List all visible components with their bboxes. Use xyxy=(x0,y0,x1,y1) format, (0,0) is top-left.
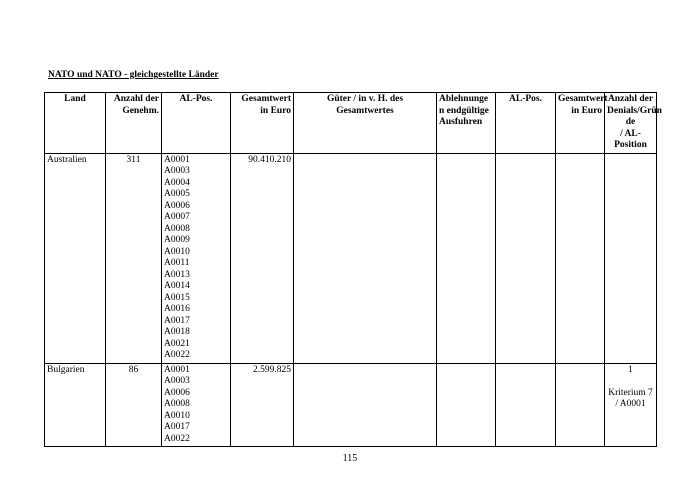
cell-denials xyxy=(605,363,657,447)
al-position: A0007 xyxy=(164,212,190,222)
column-header-denials: Anzahl der Denials/Grün de / AL-Position xyxy=(605,93,657,154)
cell-gesamtwert: 90.410.210 xyxy=(231,153,294,363)
table-row xyxy=(45,153,657,363)
al-position: A0004 xyxy=(164,177,190,188)
cell-al-positions xyxy=(162,153,231,363)
column-header-gesamtwert-2: Gesamtwert in Euro xyxy=(556,93,605,154)
al-position: A0018 xyxy=(164,327,190,337)
al-position: A0017 xyxy=(164,422,190,432)
cell-land: Bulgarien xyxy=(45,363,106,447)
al-position: A0013 xyxy=(164,269,190,280)
al-position: A0008 xyxy=(164,399,190,409)
al-position: A0001 xyxy=(164,154,190,165)
al-position: A0010 xyxy=(164,246,190,257)
column-header-al-pos: AL-Pos. xyxy=(162,93,231,154)
table-row xyxy=(45,363,657,447)
export-license-table xyxy=(44,92,662,447)
cell-gesamtwert-2 xyxy=(556,363,605,447)
cell-gesamtwert-2 xyxy=(556,153,605,363)
denials-count: 1 xyxy=(628,364,633,375)
cell-al-pos-2 xyxy=(496,363,556,447)
column-header-gueter: Güter / in v. H. des Gesamtwertes xyxy=(294,93,437,154)
cell-gueter xyxy=(294,363,437,447)
al-position: A0009 xyxy=(164,235,190,245)
denials-reason: Kriterium 7 / A0001 xyxy=(608,387,653,409)
al-position: A0022 xyxy=(164,350,190,360)
cell-anzahl-genehm: 86 xyxy=(106,363,162,447)
column-header-anzahl-genehm: Anzahl der Genehm. xyxy=(106,93,162,154)
al-position: A0021 xyxy=(164,338,190,349)
cell-gesamtwert: 2.599.825 xyxy=(231,363,294,447)
al-position: A0014 xyxy=(164,281,190,291)
al-position: A0008 xyxy=(164,223,190,234)
al-position: A0006 xyxy=(164,387,190,398)
column-header-ablehnungen: Ablehnunge n endgültige Ausfuhren xyxy=(437,93,496,154)
al-position: A0010 xyxy=(164,410,190,421)
cell-gueter xyxy=(294,153,437,363)
column-header-land: Land xyxy=(45,93,106,154)
cell-al-positions xyxy=(162,363,231,447)
column-header-gesamtwert: Gesamtwert in Euro xyxy=(231,93,294,154)
column-header-al-pos-2: AL-Pos. xyxy=(496,93,556,154)
al-position: A0017 xyxy=(164,315,190,326)
table-header-row xyxy=(45,93,657,154)
page-number: 115 xyxy=(342,453,358,464)
cell-ablehnungen xyxy=(437,363,496,447)
al-position: A0003 xyxy=(164,376,190,386)
denials-spacer xyxy=(607,376,654,388)
al-position: A0011 xyxy=(164,258,190,268)
al-position: A0022 xyxy=(164,433,190,444)
cell-denials xyxy=(605,153,657,363)
cell-anzahl-genehm: 311 xyxy=(106,153,162,363)
al-position: A0005 xyxy=(164,189,190,199)
al-position: A0003 xyxy=(164,166,190,176)
al-position: A0016 xyxy=(164,304,190,314)
cell-land: Australien xyxy=(45,153,106,363)
al-position: A0006 xyxy=(164,200,190,211)
cell-al-pos-2 xyxy=(496,153,556,363)
section-heading: NATO und NATO - gleichgestellte Länder xyxy=(48,70,219,80)
cell-ablehnungen xyxy=(437,153,496,363)
al-position: A0015 xyxy=(164,292,190,303)
al-position: A0001 xyxy=(164,364,190,375)
